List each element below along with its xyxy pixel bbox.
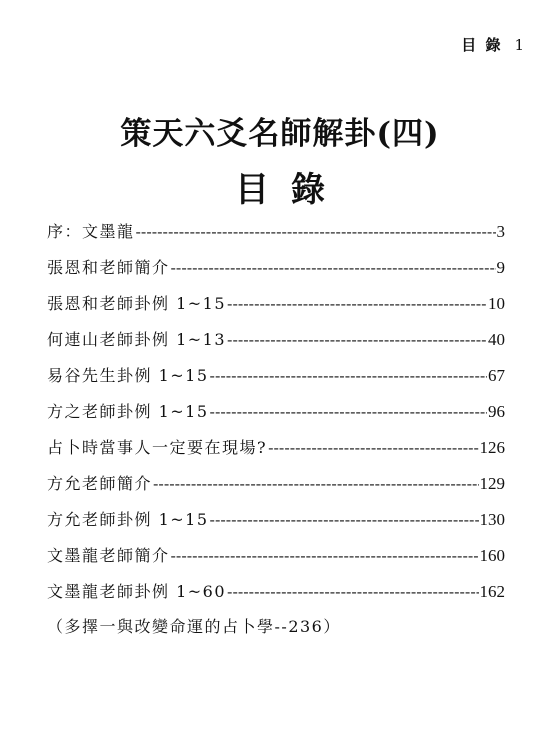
toc-entry-label: 張恩和老師卦例 1~15 <box>47 294 227 313</box>
toc-entry-label: 占卜時當事人一定要在現場? <box>47 438 268 457</box>
dot-leader <box>227 286 487 322</box>
toc-entry <box>47 322 505 358</box>
toc-entry-label: 何連山老師卦例 1~13 <box>47 330 227 349</box>
dot-leader <box>171 538 479 574</box>
toc-entry <box>47 538 505 574</box>
toc-entry-page: 3 <box>496 222 505 241</box>
toc-entry <box>47 286 505 322</box>
footnote: （多擇一與改變命運的占卜學--236） <box>47 617 341 636</box>
toc-entry-page: 67 <box>488 366 505 385</box>
toc-entry-page: 126 <box>479 438 505 457</box>
toc-entry <box>47 250 505 286</box>
toc-entry-page: 10 <box>488 294 505 313</box>
toc-entry-label: 文墨龍老師簡介 <box>47 546 170 565</box>
toc-entry-page: 40 <box>488 330 505 349</box>
toc-entry-label: 方允老師卦例 1~15 <box>47 510 209 529</box>
toc-entry-page: 162 <box>479 582 505 601</box>
toc-entry-label: 文墨龍老師卦例 1~60 <box>47 582 227 601</box>
table-of-contents <box>47 214 505 610</box>
toc-entry-label: 方之老師卦例 1~15 <box>47 402 209 421</box>
dot-leader <box>210 394 487 430</box>
toc-entry-label: 張恩和老師簡介 <box>47 258 170 277</box>
toc-entry-page: 160 <box>479 546 505 565</box>
toc-entry <box>47 358 505 394</box>
toc-entry <box>47 502 505 538</box>
book-title: 策天六爻名師解卦(四) <box>120 116 440 152</box>
running-header-page-number: 1 <box>514 36 526 54</box>
toc-entry-page: 9 <box>496 258 505 277</box>
dot-leader <box>227 322 487 358</box>
toc-heading: 目錄 <box>235 170 347 210</box>
toc-entry-label: 序：文墨龍 <box>47 222 135 241</box>
running-header <box>461 34 526 55</box>
dot-leader <box>171 250 496 286</box>
dot-leader <box>153 466 478 502</box>
toc-entry <box>47 430 505 466</box>
dot-leader <box>210 502 479 538</box>
toc-entry-label: 易谷先生卦例 1~15 <box>47 366 209 385</box>
toc-entry-label: 方允老師簡介 <box>47 474 153 493</box>
dot-leader <box>136 214 496 250</box>
toc-entry <box>47 574 505 610</box>
dot-leader <box>268 430 478 466</box>
toc-entry-page: 129 <box>479 474 505 493</box>
dot-leader <box>210 358 487 394</box>
toc-entry <box>47 394 505 430</box>
toc-entry <box>47 214 505 250</box>
toc-entry-page: 130 <box>479 510 505 529</box>
toc-entry-page: 96 <box>488 402 505 421</box>
toc-entry <box>47 466 505 502</box>
running-header-section: 目 錄 <box>461 36 503 54</box>
dot-leader <box>227 574 478 610</box>
